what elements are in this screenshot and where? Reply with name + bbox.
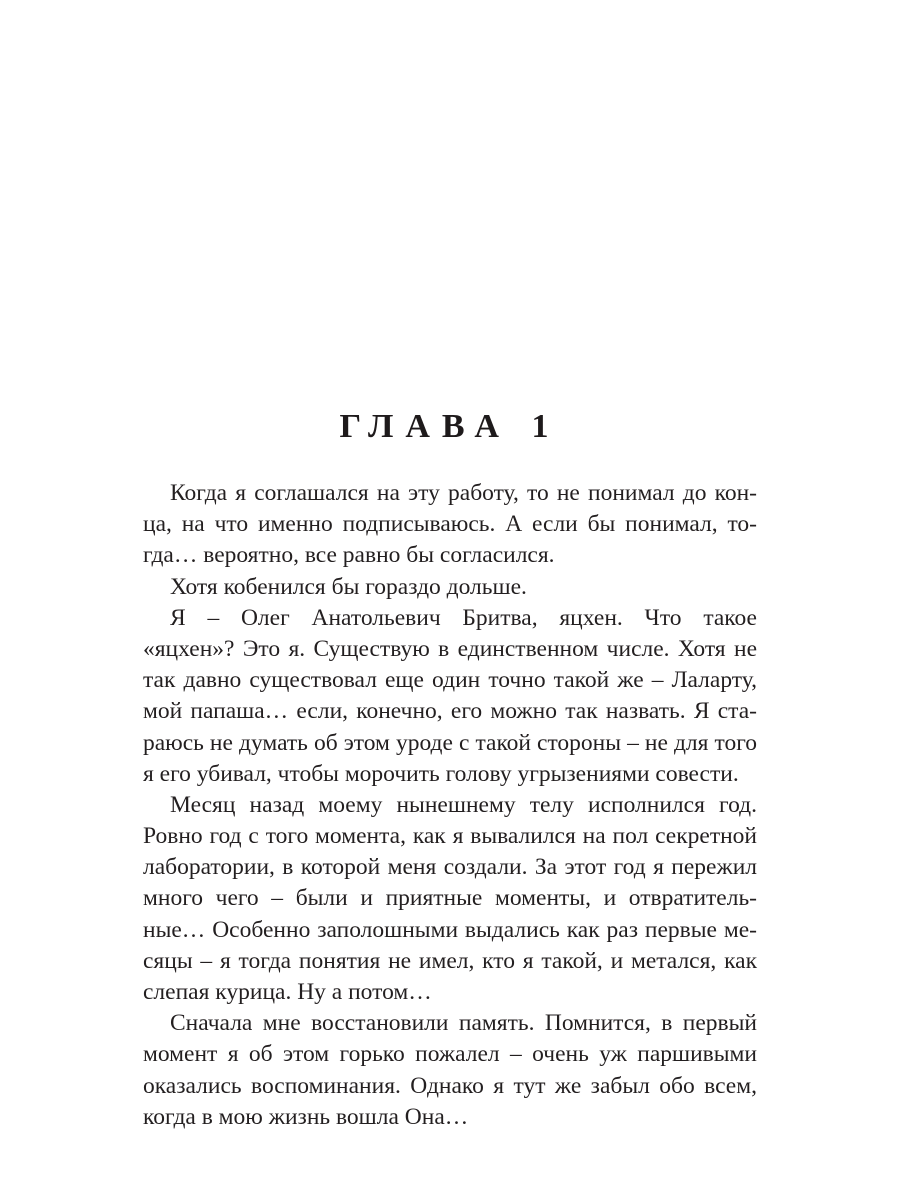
text-line: Месяц назад моему нынешнему телу исполнился год. [170, 791, 757, 818]
paragraph [143, 1008, 757, 1133]
text-line: раюсь не думать об этом уроде с такой стороны – не для того [143, 729, 757, 756]
text-line: Хотя кобенился бы гораздо дольше. [170, 573, 527, 600]
text-line: слепая курица. Ну а потом… [143, 979, 432, 1005]
text-line: «яцхен»? Это я. Существую в единственном числе. Хотя не [143, 635, 757, 662]
text-line: Сначала мне восстановили память. Помнится, в первый [170, 1010, 757, 1037]
text-line: Я – Олег Анатольевич Бритва, яцхен. Что такое [170, 604, 757, 631]
paragraph [143, 603, 757, 790]
text-line: ные… Особенно заполошными выдались как раз первые ме- [143, 916, 757, 943]
text-line: много чего – были и приятные моменты, и отвратитель- [143, 885, 757, 912]
paragraph [143, 572, 757, 603]
text-line: ца, на что именно подписываюсь. А если бы понимал, то- [143, 511, 757, 538]
text-line: так давно существовал еще один точно такой же – Лаларту, [143, 667, 757, 694]
text-line: гда… вероятно, все равно бы согласился. [143, 542, 555, 569]
text-line: момент я об этом горько пожалел – очень уж паршивыми [143, 1041, 757, 1068]
paragraph [143, 478, 757, 572]
text-line: оказались воспоминания. Однако я тут же забыл обо всем, [143, 1072, 757, 1099]
text-line: Ровно год с того момента, как я вывалился на пол секретной [143, 823, 757, 850]
text-line: сяцы – я тогда понятия не имел, кто я такой, и метался, как [143, 947, 757, 974]
chapter-body [143, 478, 757, 1133]
text-line: я его убивал, чтобы морочить голову угрызениями совести. [143, 760, 739, 787]
text-line: мой папаша… если, конечно, его можно так назвать. Я ста- [143, 698, 757, 725]
chapter-title: ГЛАВА 1 [339, 408, 561, 445]
text-line: Когда я соглашался на эту работу, то не понимал до кон- [170, 480, 757, 506]
text-line: когда в мою жизнь вошла Она… [143, 1103, 469, 1130]
text-line: лаборатории, в которой меня создали. За этот год я пережил [143, 854, 757, 881]
paragraph [143, 790, 757, 1008]
